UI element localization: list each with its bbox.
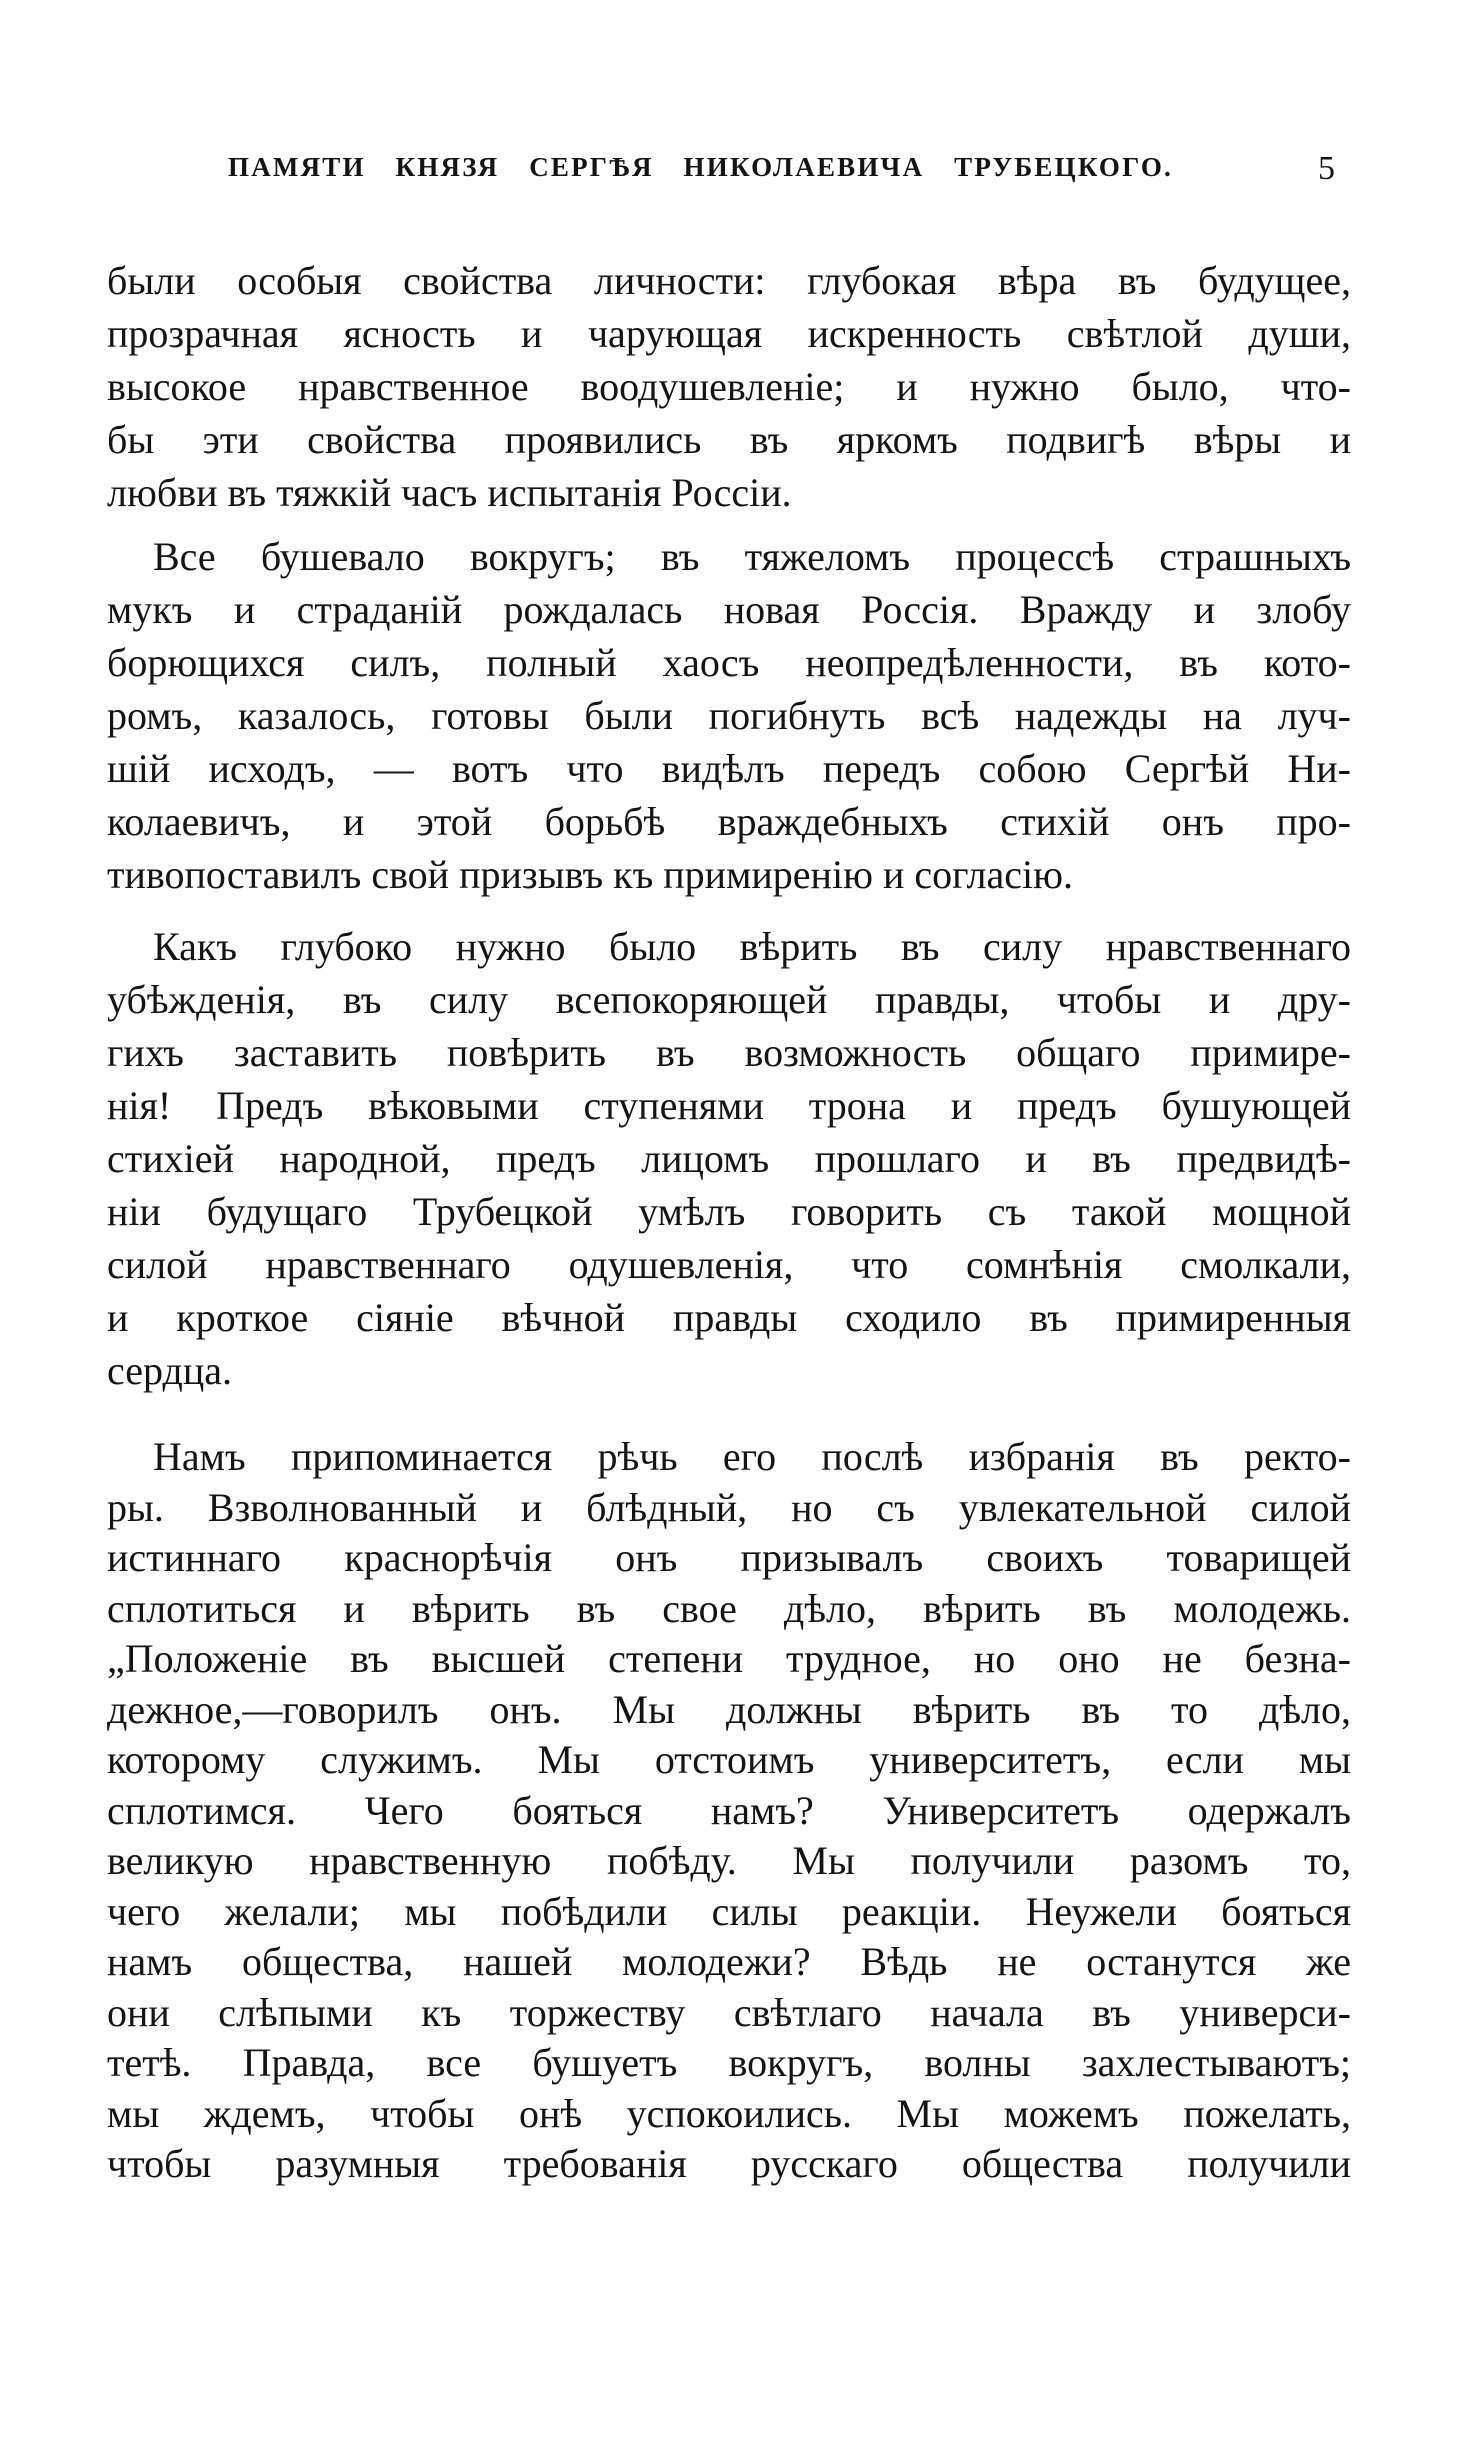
text-line: истиннаго краснорѣчія онъ призывалъ своихъ товарищей [107, 1535, 1351, 1580]
text-line: ніи будущаго Трубецкой умѣлъ говорить съ такой мощной [107, 1189, 1351, 1234]
text-line: чтобы разумныя требованія русскаго общества получили [107, 2141, 1351, 2186]
text-line: ромъ, казалось, готовы были погибнуть всѣ надежды на луч- [107, 693, 1351, 738]
text-line: сплотиться и вѣрить въ свое дѣло, вѣрить въ молодежь. [107, 1585, 1351, 1631]
text-line: дежное,—говорилъ онъ. Мы должны вѣрить въ то дѣло, [107, 1686, 1351, 1732]
text-line: сплотимся. Чего бояться намъ? Университетъ одержалъ [107, 1787, 1351, 1833]
text-line: тивопоставилъ свой призывъ къ примиренію и согласію. [107, 852, 1073, 897]
text-line: были особыя свойства личности: глубокая вѣра въ будущее, [107, 258, 1351, 303]
text-line: высокое нравственное воодушевленіе; и нужно было, что- [107, 364, 1351, 409]
text-line: сердца. [107, 1348, 232, 1393]
text-line: стихіей народной, предъ лицомъ прошлаго и въ предвидѣ- [107, 1136, 1351, 1181]
text-line: они слѣпыми къ торжеству свѣтлаго начала въ универси- [107, 1989, 1351, 2035]
paragraph-4 [107, 1432, 1351, 2190]
text-line: любви въ тяжкій часъ испытанія Россіи. [107, 470, 792, 515]
text-line: ры. Взволнованный и блѣдный, но съ увлекательной силой [107, 1484, 1351, 1530]
text-line: мы ждемъ, чтобы онѣ успокоились. Мы можемъ пожелать, [107, 2090, 1351, 2136]
text-line: которому служимъ. Мы отстоимъ университетъ, если мы [107, 1737, 1351, 1782]
text-line: Намъ припоминается рѣчь его послѣ избранія въ ректо- [153, 1434, 1351, 1479]
text-line: гихъ заставить повѣрить въ возможность общаго примире- [107, 1030, 1351, 1075]
text-line: Какъ глубоко нужно было вѣрить въ силу нравственнаго [153, 924, 1351, 969]
text-line: нія! Предъ вѣковыми ступенями трона и предъ бушующей [107, 1083, 1351, 1128]
text-line: „Положеніе въ высшей степени трудное, но оно не безна- [107, 1636, 1351, 1681]
text-line: шій исходъ, — вотъ что видѣлъ передъ собою Сергѣй Ни- [107, 746, 1351, 791]
text-line: силой нравственнаго одушевленія, что сомнѣнія смолкали, [107, 1242, 1351, 1287]
paragraph-2 [107, 530, 1351, 901]
text-line: чего желали; мы побѣдили силы реакціи. Неужели бояться [107, 1888, 1351, 1934]
text-line: великую нравственную побѣду. Мы получили разомъ то, [107, 1838, 1351, 1883]
text-line: тетѣ. Правда, все бушуетъ вокругъ, волны захлестываютъ; [107, 2040, 1351, 2085]
page-number: 5 [1318, 150, 1335, 187]
text-line: колаевичъ, и этой борьбѣ враждебныхъ стихій онъ про- [107, 799, 1351, 844]
text-line: убѣжденія, въ силу всепокоряющей правды, чтобы и дру- [107, 977, 1351, 1022]
text-line: намъ общества, нашей молодежи? Вѣдь не останутся же [107, 1939, 1351, 1984]
paragraph-1 [107, 254, 1351, 519]
text-line: Все бушевало вокругъ; въ тяжеломъ процессѣ страшныхъ [153, 534, 1351, 579]
text-line: и кроткое сіяніе вѣчной правды сходило въ примиренныя [107, 1295, 1351, 1340]
text-line: бы эти свойства проявились въ яркомъ подвигѣ вѣры и [107, 417, 1351, 462]
text-line: борющихся силъ, полный хаосъ неопредѣленности, въ кото- [107, 640, 1351, 685]
text-line: прозрачная ясность и чарующая искренность свѣтлой души, [107, 311, 1351, 356]
running-head-title: ПАМЯТИ КНЯЗЯ СЕРГѢЯ НИКОЛАЕВИЧА ТРУБЕЦКОГО. [228, 152, 1173, 182]
paragraph-3 [107, 920, 1351, 1397]
text-line: мукъ и страданій рождалась новая Россія. Вражду и злобу [107, 587, 1351, 632]
